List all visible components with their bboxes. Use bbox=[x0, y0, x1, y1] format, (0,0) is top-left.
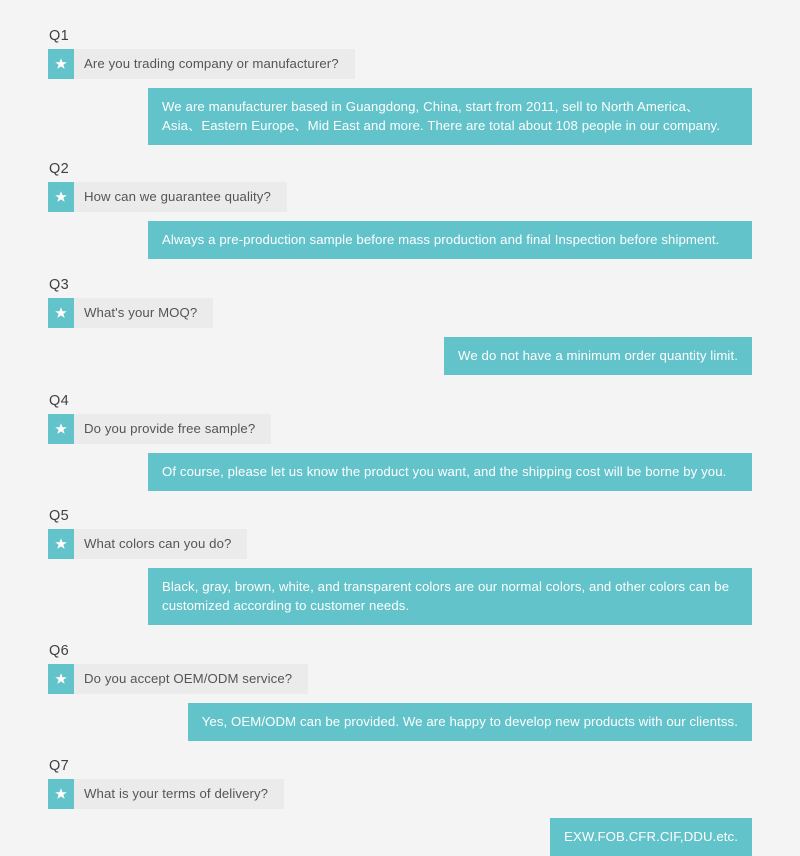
star-flag-icon bbox=[48, 414, 74, 444]
question-row bbox=[48, 182, 752, 212]
star-flag-icon bbox=[48, 49, 74, 79]
question-bubble bbox=[48, 779, 284, 809]
answer-row bbox=[148, 221, 752, 259]
question-text: What is your terms of delivery? bbox=[84, 786, 269, 801]
question-text: Do you provide free sample? bbox=[84, 421, 256, 436]
star-flag-icon bbox=[48, 298, 74, 328]
question-text: Are you trading company or manufacturer? bbox=[84, 56, 339, 71]
question-number: Q7 bbox=[49, 758, 70, 774]
question-bubble bbox=[48, 664, 308, 694]
question-row bbox=[48, 779, 752, 809]
answer-bubble: Yes, OEM/ODM can be provided. We are happy to develop new products with our clientss. bbox=[188, 703, 752, 741]
question-row bbox=[48, 529, 752, 559]
question-text: What colors can you do? bbox=[84, 536, 232, 551]
faq-item bbox=[48, 758, 752, 856]
question-number: Q2 bbox=[49, 161, 70, 177]
question-row bbox=[48, 298, 752, 328]
question-number: Q1 bbox=[49, 28, 70, 44]
question-text: What's your MOQ? bbox=[84, 305, 198, 320]
question-bubble bbox=[48, 414, 271, 444]
answer-row bbox=[148, 568, 752, 625]
answer-bubble: EXW.FOB.CFR.CIF,DDU.etc. bbox=[550, 818, 752, 856]
faq-item bbox=[48, 28, 752, 145]
question-bubble bbox=[48, 182, 287, 212]
faq-item bbox=[48, 508, 752, 625]
question-bubble bbox=[48, 529, 247, 559]
star-flag-icon bbox=[48, 779, 74, 809]
faq-item bbox=[48, 393, 752, 491]
answer-row bbox=[183, 703, 752, 741]
question-number: Q3 bbox=[49, 277, 70, 293]
answer-row bbox=[48, 337, 752, 375]
answer-bubble: We do not have a minimum order quantity limit. bbox=[444, 337, 752, 375]
answer-bubble: We are manufacturer based in Guangdong, China, start from 2011, sell to North America、Asia、Eastern Europe、Mid East and more. There are total about 108 people in our company. bbox=[148, 88, 752, 145]
question-row bbox=[48, 414, 752, 444]
question-text: Do you accept OEM/ODM service? bbox=[84, 671, 293, 686]
faq-item bbox=[48, 161, 752, 259]
answer-row bbox=[48, 818, 752, 856]
question-row bbox=[48, 49, 752, 79]
question-number: Q5 bbox=[49, 508, 70, 524]
answer-row bbox=[148, 88, 752, 145]
answer-row bbox=[148, 453, 752, 491]
star-flag-icon bbox=[48, 664, 74, 694]
question-row bbox=[48, 664, 752, 694]
star-flag-icon bbox=[48, 182, 74, 212]
question-number: Q4 bbox=[49, 393, 70, 409]
faq-item bbox=[48, 643, 752, 741]
answer-bubble: Of course, please let us know the product you want, and the shipping cost will be borne by you. bbox=[148, 453, 752, 491]
star-flag-icon bbox=[48, 529, 74, 559]
question-text: How can we guarantee quality? bbox=[84, 189, 271, 204]
answer-bubble: Black, gray, brown, white, and transparent colors are our normal colors, and other colors can be customized according to customer needs. bbox=[148, 568, 752, 625]
question-bubble bbox=[48, 49, 355, 79]
faq-item bbox=[48, 277, 752, 375]
question-bubble bbox=[48, 298, 213, 328]
question-number: Q6 bbox=[49, 643, 70, 659]
answer-bubble: Always a pre-production sample before mass production and final Inspection before shipment. bbox=[148, 221, 752, 259]
